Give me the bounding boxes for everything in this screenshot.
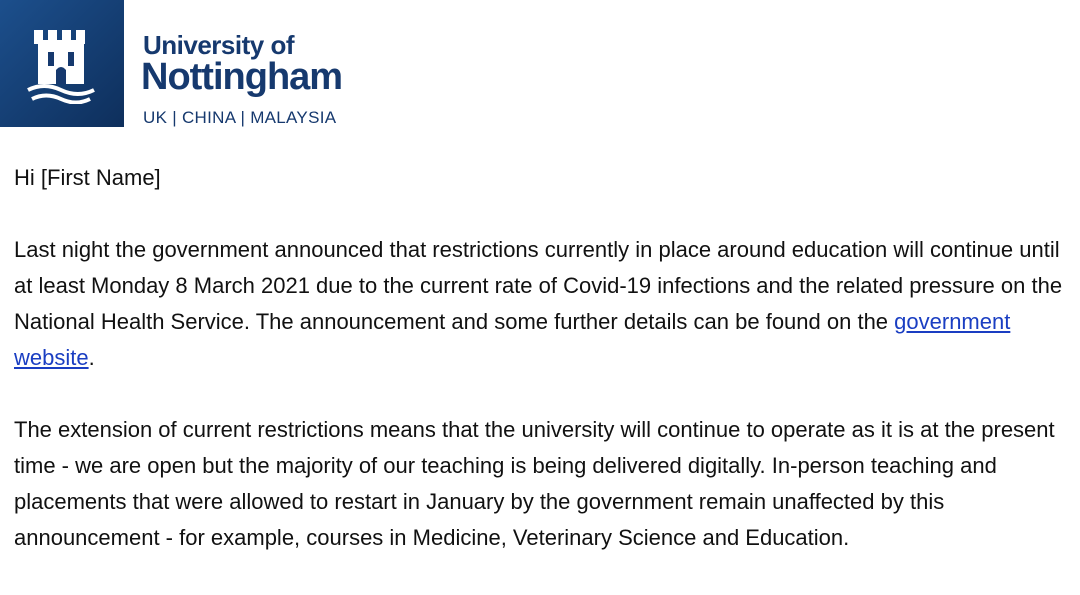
logo-nottingham: Nottingham [141,56,343,98]
castle-crest-icon [0,0,124,127]
university-logo [0,0,360,127]
paragraph-1-text: Last night the government announced that restrictions currently in place around education will continue until at least Monday 8 March 2021 due to the current rate of Covid-19 infections and the related pressure on the National Health Service. The announcement and some further details can be found on the [14,237,1063,334]
email-paragraph-1 [14,232,1070,376]
government-website-link[interactable]: government website [14,309,1011,370]
email-body [14,160,1070,592]
paragraph-1-end: . [88,345,95,370]
email-greeting: Hi [First Name] [14,165,161,190]
email-paragraph-2: The extension of current restrictions means that the university will continue to operate as it is at the present time - we are open but the majority of our teaching is being delivered digitally. In-person teaching and placements that were allowed to restart in January by the government remain unaffected by this announcement - for example, courses in Medicine, Veterinary Science and Education. [14,417,1055,550]
logo-campuses: UK | CHINA | MALAYSIA [143,108,337,127]
logo-university-of: University of [143,30,294,60]
